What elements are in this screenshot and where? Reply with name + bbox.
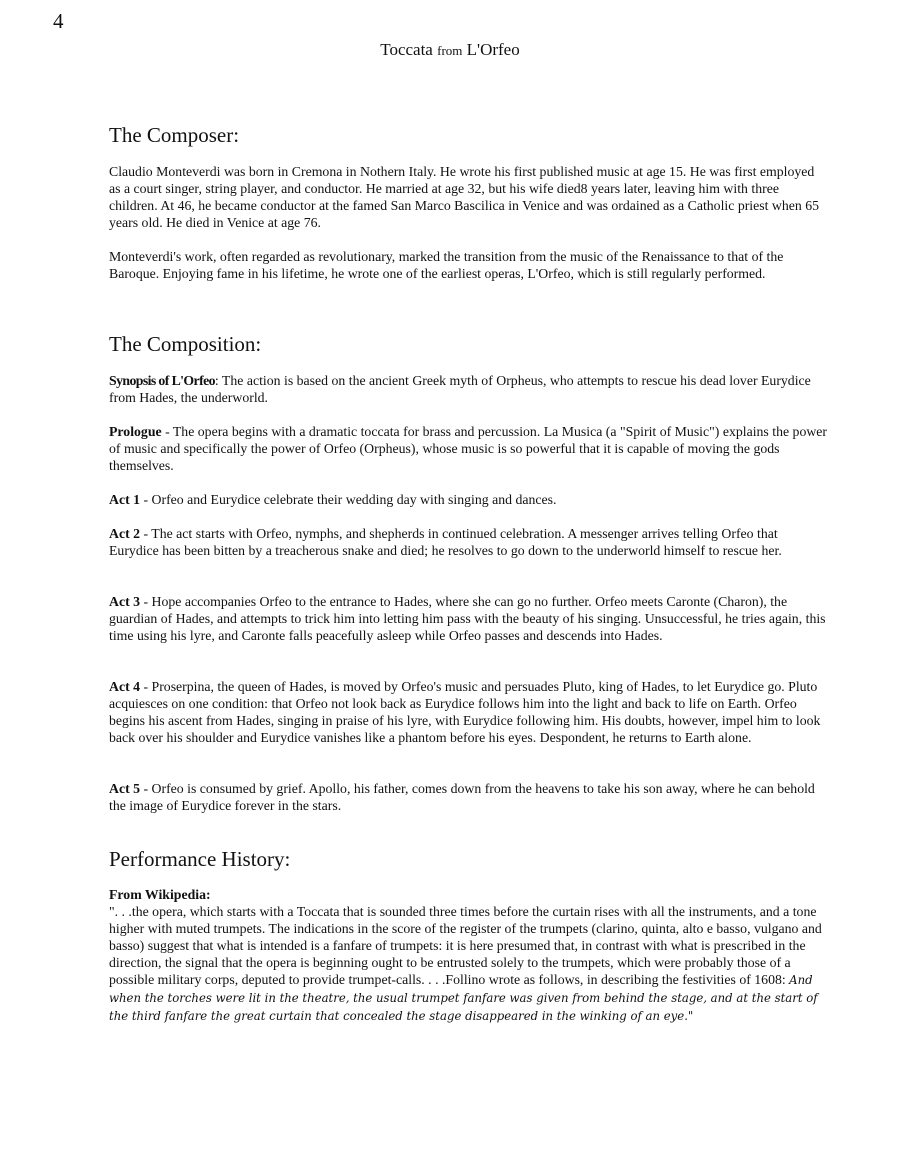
act3-paragraph xyxy=(109,593,829,644)
synopsis-text: : The action is based on the ancient Greek myth of Orpheus, who attempts to rescue his dead lover Eurydice from Hades, the underworld. xyxy=(109,373,811,405)
act1-paragraph xyxy=(109,491,829,508)
act3-text: - Hope accompanies Orfeo to the entrance to Hades, where she can go no further. Orfeo meets Caronte (Charon), the guardian of Hades, and attempts to trick him into letting him pass with the beauty of his singing. Unsuccessful, he tries again, this time using his lyre, and Caronte falls peacefully asleep while Orfeo passes and descends into Hades. xyxy=(109,594,826,643)
header-title-tail: L'Orfeo xyxy=(462,40,520,59)
act4-text: - Proserpina, the queen of Hades, is moved by Orfeo's music and persuades Pluto, king of Hades, to let Eurydice go. Pluto acquiesces on one condition: that Orfeo not look back as Eurydice follows him into the light and back to life on Earth. Orfeo begins his ascent from Hades, singing in praise of his lyre, with Eurydice following him. His doubts, however, impel him to look back over his shoulder and Eurydice vanishes like a phantom before his eyes. Despondent, he returns to Earth alone. xyxy=(109,679,821,745)
synopsis-label: Synopsis of L'Orfeo xyxy=(109,373,215,388)
composer-heading: The Composer: xyxy=(109,123,240,147)
quote-italic: And when the torches were lit in the theatre, the usual trumpet fanfare was given from behind the stage, and at the start of the third fanfare the great curtain that concealed the stage disappeared in the winking of an eye." xyxy=(109,973,818,1023)
performance-heading: Performance History: xyxy=(109,847,291,871)
act2-paragraph xyxy=(109,525,829,559)
performance-quote xyxy=(109,903,829,1025)
header-title-main: Toccata xyxy=(380,40,438,59)
act4-paragraph xyxy=(109,678,829,746)
prologue-text: - The opera begins with a dramatic toccata for brass and percussion. La Musica (a "Spirit of Music") explains the power of music and specifically the power of Orfeo (Orpheus), whose music is so powerful that it is capable of moving the gods themselves. xyxy=(109,424,828,473)
quote-main: ". . .the opera, which starts with a Toccata that is sounded three times before the curtain rises with all the instruments, and a tone higher with muted trumpets. The indications in the score of the register of the trumpets (clarino, quinta, alto e basso, vulgano and basso) suggest that what is intended is a fanfare of trumpets: it is here presumed that, in contrast with what is prescribed in the direction, the signal that the opera is beginning ought to be entrusted solely to the trumpets, which were probably those of a possible military corps, deputed to provide trumpet-calls. . . .Follino wrote as follows, in describing the festivities of 1608: xyxy=(109,904,822,987)
act5-text: - Orfeo is consumed by grief. Apollo, his father, comes down from the heavens to take his son away, where he can behold the image of Eurydice forever in the stars. xyxy=(109,781,815,813)
act4-label: Act 4 xyxy=(109,679,141,694)
composition-heading: The Composition: xyxy=(109,332,262,356)
act1-text: - Orfeo and Eurydice celebrate their wedding day with singing and dances. xyxy=(140,492,557,507)
running-header xyxy=(0,39,900,62)
act3-label: Act 3 xyxy=(109,594,141,609)
composer-paragraph-1: Claudio Monteverdi was born in Cremona in Nothern Italy. He wrote his first published music at age 15. He was first employed as a court singer, string player, and conductor. He married at age 32, but his wife died8 years later, leaving him with three children. At 46, he became conductor at the famed San Marco Bascilica in Venice and was ordained as a Catholic priest when 65 years old. He died in Venice at age 76. xyxy=(109,164,820,230)
act2-label: Act 2 xyxy=(109,526,141,541)
page-number: 4 xyxy=(53,9,64,33)
composer-paragraph-2: Monteverdi's work, often regarded as revolutionary, marked the transition from the music of the Renaissance to that of the Baroque. Enjoying fame in his lifetime, he wrote one of the earliest operas, L'Orfeo, which is still regularly performed. xyxy=(109,249,784,281)
performance-source-label xyxy=(109,886,829,903)
act2-text: - The act starts with Orfeo, nymphs, and shepherds in continued celebration. A messenger arrives telling Orfeo that Eurydice has been bitten by a treacherous snake and died; he resolves to go down to the underworld himself to rescue her. xyxy=(109,526,782,558)
source-label: From Wikipedia: xyxy=(109,887,211,902)
act5-label: Act 5 xyxy=(109,781,141,796)
prologue-paragraph xyxy=(109,423,829,474)
header-title-small: from xyxy=(437,43,463,58)
prologue-label: Prologue xyxy=(109,424,162,439)
synopsis-paragraph xyxy=(109,372,829,406)
act5-paragraph xyxy=(109,780,829,814)
act1-label: Act 1 xyxy=(109,492,141,507)
